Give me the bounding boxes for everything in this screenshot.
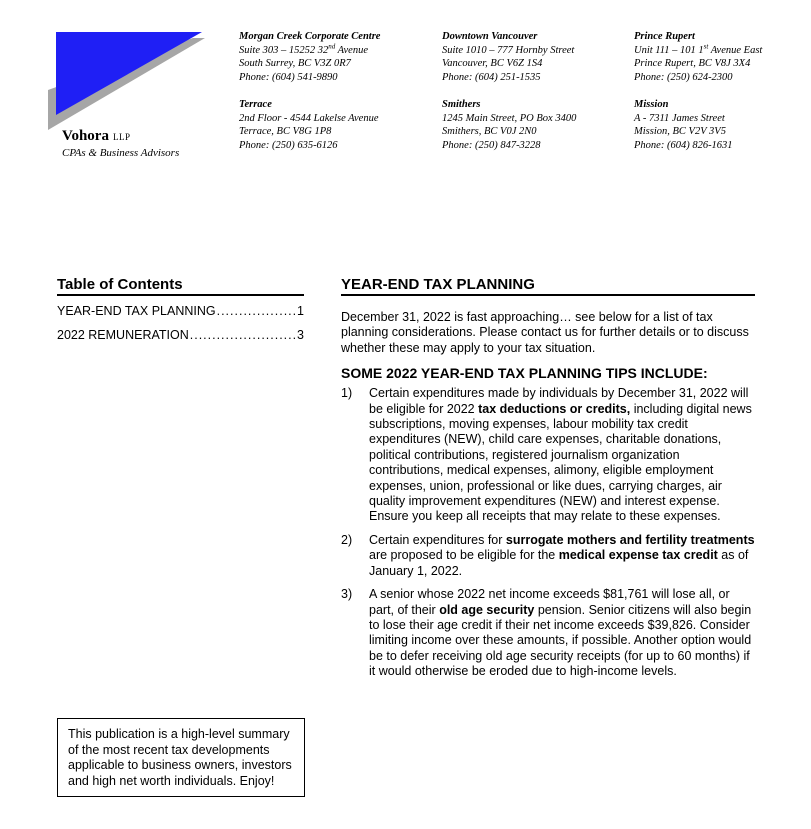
toc-leader-dots — [217, 304, 296, 318]
tip-item: 2) Certain expenditures for surrogate mothers and fertility treatments are proposed to be eligible for the medical expense tax credit as of January 1, 2022. — [341, 532, 755, 578]
office-city: Mission, BC V2V 3V5 — [634, 126, 726, 138]
office-name: Downtown Vancouver — [442, 31, 538, 42]
office-phone: Phone: (250) 635-6126 — [239, 139, 338, 151]
office-city: Terrace, BC V8G 1P8 — [239, 126, 332, 138]
firm-suffix: LLP — [112, 132, 131, 142]
firm-logo — [45, 30, 205, 140]
office-street: Suite 303 – 15252 32nd Avenue — [239, 42, 369, 56]
office-name: Morgan Creek Corporate Centre — [239, 31, 381, 42]
toc-entry[interactable] — [57, 304, 304, 318]
office-street: 2nd Floor - 4544 Lakelse Avenue — [239, 112, 379, 124]
office-name: Prince Rupert — [634, 31, 695, 42]
toc-entry-label: YEAR-END TAX PLANNING — [57, 304, 216, 318]
office-address — [442, 30, 617, 84]
tip-item: 1) Certain expenditures made by individuals by December 31, 2022 will be eligible for 2022 tax deductions or credits, including digital news subscriptions, moving expenses, labour mobility tax credit expenditures (NEW), child care expenses, charitable donations, political contributions, registered journalism organization contributions, medical expenses, alimony, eligible employment expenses, union, professional or like dues, carrying charges, air quality improvement expenditures (NEW) and interest expense. Ensure you keep all receipts that may relate to these expenses. — [341, 386, 752, 524]
office-city: Prince Rupert, BC V8J 3X4 — [634, 58, 751, 70]
office-phone: Phone: (250) 847-3228 — [442, 139, 541, 151]
toc-entry[interactable] — [57, 328, 304, 342]
article — [341, 276, 755, 688]
office-address — [634, 30, 809, 84]
office-address — [442, 98, 617, 152]
office-phone: Phone: (604) 826-1631 — [634, 139, 733, 151]
firm-name: Vohora LLP — [62, 128, 131, 144]
toc-entry-page: 1 — [297, 304, 304, 318]
toc-title: Table of Contents — [57, 276, 304, 296]
office-name: Smithers — [442, 99, 481, 110]
tip-number: 2) — [341, 532, 353, 547]
office-address — [634, 98, 809, 152]
firm-tagline: CPAs & Business Advisors — [62, 147, 180, 159]
tip-number: 1) — [341, 386, 353, 401]
office-city: South Surrey, BC V3Z 0R7 — [239, 58, 351, 70]
office-city: Vancouver, BC V6Z 1S4 — [442, 58, 543, 70]
office-city: Smithers, BC V0J 2N0 — [442, 126, 537, 138]
tips-list — [341, 386, 755, 679]
office-phone: Phone: (604) 251-1535 — [442, 71, 541, 83]
article-title: YEAR-END TAX PLANNING — [341, 276, 755, 296]
toc-entry-label: 2022 REMUNERATION — [57, 328, 189, 342]
publication-summary-box: This publication is a high-level summary of the most recent tax developments applicable to business owners, investors and high net worth individuals. Enjoy! — [57, 718, 305, 797]
office-phone: Phone: (604) 541-9890 — [239, 71, 338, 83]
office-name: Terrace — [239, 99, 272, 110]
office-address — [239, 30, 414, 84]
article-intro: December 31, 2022 is fast approaching… see below for a list of tax planning considerations. Please contact us for further details or to discuss whether these may apply to your tax situation. — [341, 310, 749, 355]
toc-leader-dots — [190, 328, 296, 342]
office-phone: Phone: (250) 624-2300 — [634, 71, 733, 83]
office-street: Suite 1010 – 777 Hornby Street — [442, 44, 575, 56]
tip-item: 3) A senior whose 2022 net income exceeds $81,761 will lose all, or part, of their old age security pension. Senior citizens will also begin to lose their age credit if their net income exceeds $39,826. Consider limiting income over these amounts, if possible. Another option would be to defer receiving old age security receipts (for up to 60 months) if it would otherwise be eroded due to high-income levels. — [341, 587, 752, 679]
tip-number: 3) — [341, 587, 353, 602]
tips-heading: SOME 2022 YEAR-END TAX PLANNING TIPS INCLUDE: — [341, 365, 708, 382]
toc-entry-page: 3 — [297, 328, 304, 342]
office-street: A - 7311 James Street — [634, 112, 725, 124]
office-street: Unit 111 – 101 1st Avenue East — [634, 42, 763, 56]
office-name: Mission — [634, 99, 669, 110]
office-street: 1245 Main Street, PO Box 3400 — [442, 112, 577, 124]
office-address — [239, 98, 414, 152]
